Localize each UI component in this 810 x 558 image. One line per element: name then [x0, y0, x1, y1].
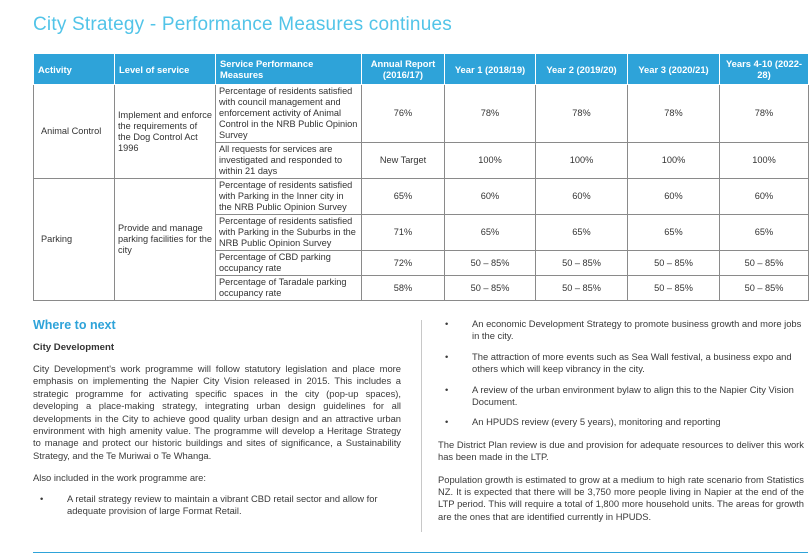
header-year-2: Year 2 (2019/20) [536, 54, 628, 85]
annual-cell: 72% [362, 251, 445, 276]
year4-10-cell: 50 – 85% [720, 251, 809, 276]
paragraph: Also included in the work programme are: [33, 472, 206, 484]
list-item [33, 493, 401, 518]
header-level-of-service: Level of service [115, 54, 216, 85]
year1-cell: 100% [445, 143, 536, 179]
activity-cell: Parking [34, 179, 115, 301]
header-year-3: Year 3 (2020/21) [628, 54, 720, 85]
bullet-icon: • [445, 383, 449, 395]
year3-cell: 100% [628, 143, 720, 179]
bullet-list [33, 493, 401, 518]
year4-10-cell: 60% [720, 179, 809, 215]
table-row [34, 179, 809, 215]
measure-cell: All requests for services are investigated and responded to within 21 days [216, 143, 362, 179]
year4-10-cell: 78% [720, 85, 809, 143]
header-annual-report: Annual Report (2016/17) [362, 54, 445, 85]
list-item [438, 384, 804, 409]
year3-cell: 50 – 85% [628, 276, 720, 301]
list-item-text: An economic Development Strategy to promote business growth and more jobs in the city. [472, 318, 802, 342]
measure-cell: Percentage of residents satisfied with council management and enforcement activity of Animal Control in the NRB Public Opinion Survey [216, 85, 362, 143]
measure-cell: Percentage of CBD parking occupancy rate [216, 251, 362, 276]
year1-cell: 50 – 85% [445, 276, 536, 301]
bullet-icon: • [445, 350, 449, 362]
year4-10-cell: 50 – 85% [720, 276, 809, 301]
year2-cell: 100% [536, 143, 628, 179]
year2-cell: 50 – 85% [536, 251, 628, 276]
year1-cell: 60% [445, 179, 536, 215]
year3-cell: 50 – 85% [628, 251, 720, 276]
year4-10-cell: 65% [720, 215, 809, 251]
annual-cell: New Target [362, 143, 445, 179]
bullet-icon: • [445, 318, 449, 329]
list-item-text: A retail strategy review to maintain a vibrant CBD retail sector and allow for adequate provision of large Format Retail. [67, 492, 378, 517]
year2-cell: 50 – 85% [536, 276, 628, 301]
year1-cell: 65% [445, 215, 536, 251]
list-item-text: An HPUDS review (every 5 years), monitoring and reporting [472, 416, 721, 428]
paragraph: Population growth is estimated to grow at a medium to high rate scenario from Statistics NZ. It is expected that there will be 3,750 more people living in Napier at the end of the LTP period. This will require a total of 1,800 more household units. The areas for growth are the ones that are identified currently in HPUDS. [438, 473, 804, 522]
year3-cell: 78% [628, 85, 720, 143]
annual-cell: 71% [362, 215, 445, 251]
year3-cell: 60% [628, 179, 720, 215]
list-item [438, 351, 804, 376]
list-item-text: A review of the urban environment bylaw to align this to the Napier City Vision Document. [472, 383, 794, 408]
right-column [438, 318, 804, 523]
annual-cell: 76% [362, 85, 445, 143]
where-to-next-column [33, 318, 401, 526]
page-title: City Strategy - Performance Measures continues [33, 14, 452, 35]
level-of-service-cell: Provide and manage parking facilities for the city [115, 179, 216, 301]
measure-cell: Percentage of Taradale parking occupancy rate [216, 276, 362, 301]
list-item-text: The attraction of more events such as Sea Wall festival, a business expo and others which will keep vibrancy in the city. [472, 350, 792, 375]
year2-cell: 78% [536, 85, 628, 143]
activity-cell: Animal Control [34, 85, 115, 179]
bullet-icon: • [40, 492, 44, 504]
footer-rule [33, 552, 808, 553]
sub-heading: City Development [33, 342, 115, 353]
table-row [34, 85, 809, 143]
annual-cell: 58% [362, 276, 445, 301]
table-header-row [34, 54, 809, 85]
bullet-list [438, 318, 804, 429]
paragraph: The District Plan review is due and provision for adequate resources to deliver this work has been made in the LTP. [438, 438, 804, 463]
paragraph: City Development's work programme will follow statutory legislation and place more emphasis on implementing the Napier City Vision released in 2015. This includes a strategic programme for activating specific spaces in the city (pop-up spaces), developing a place-making strategy, integrating urban design guidelines for all developments in the City to achieve good quality urban design and an attractive urban environment with high amenity value. The programme will develop a Heritage Strategy to manage and protect our historic buildings and sites of significance, a Sustainability Strategy, and the Te Muriwai o Te Whanga. [33, 363, 401, 461]
level-of-service-cell: Implement and enforce the requirements of the Dog Control Act 1996 [115, 85, 216, 179]
performance-measures-table [33, 53, 809, 301]
annual-cell: 65% [362, 179, 445, 215]
year2-cell: 60% [536, 179, 628, 215]
year1-cell: 78% [445, 85, 536, 143]
section-heading: Where to next [33, 318, 116, 332]
list-item [438, 416, 804, 428]
measure-cell: Percentage of residents satisfied with Parking in the Suburbs in the NRB Public Opinion Survey [216, 215, 362, 251]
year3-cell: 65% [628, 215, 720, 251]
list-item [438, 318, 804, 343]
year2-cell: 65% [536, 215, 628, 251]
year4-10-cell: 100% [720, 143, 809, 179]
header-activity: Activity [34, 54, 115, 85]
measure-cell: Percentage of residents satisfied with Parking in the Inner city in the NRB Public Opinion Survey [216, 179, 362, 215]
header-measures: Service Performance Measures [216, 54, 362, 85]
year1-cell: 50 – 85% [445, 251, 536, 276]
column-divider [421, 320, 422, 532]
header-years-4-10: Years 4-10 (2022-28) [720, 54, 809, 85]
bullet-icon: • [445, 416, 449, 428]
header-year-1: Year 1 (2018/19) [445, 54, 536, 85]
